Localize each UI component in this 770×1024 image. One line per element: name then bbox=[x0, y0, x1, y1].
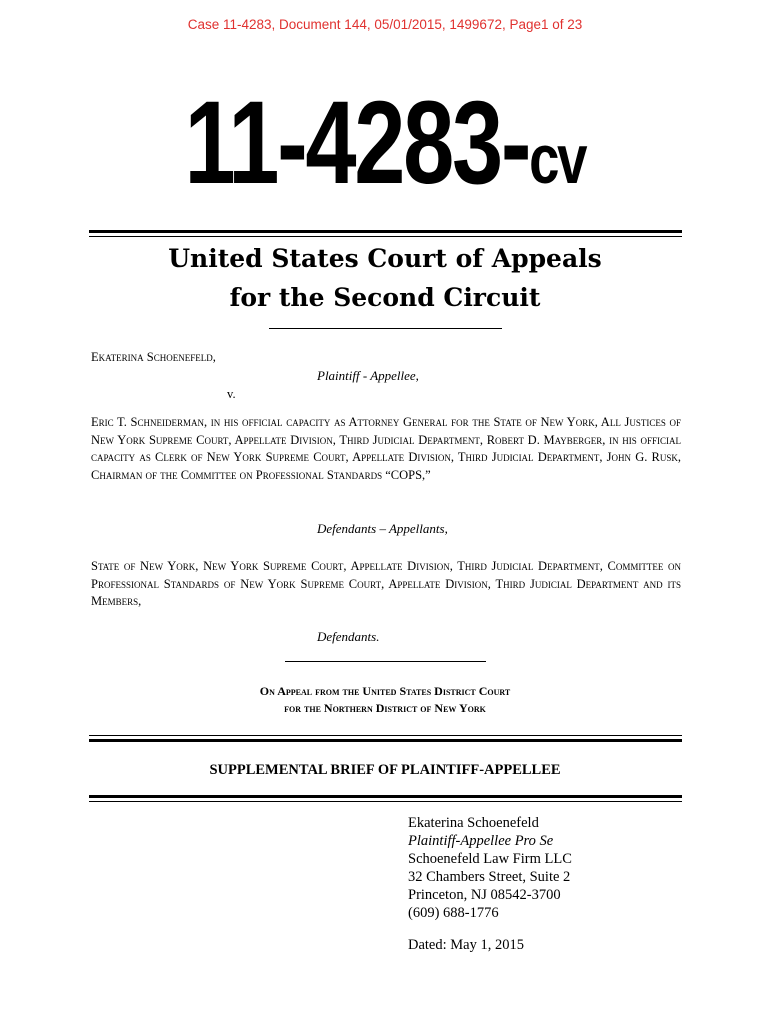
brief-title: SUPPLEMENTAL BRIEF OF PLAINTIFF-APPELLEE bbox=[209, 762, 561, 778]
dated-line: Dated: May 1, 2015 bbox=[408, 937, 524, 953]
defendants-appellants-role: Defendants – Appellants, bbox=[317, 521, 448, 536]
versus: v. bbox=[227, 387, 236, 401]
appeal-line2: for the Northern District of New York bbox=[284, 701, 486, 715]
top-rule-thick bbox=[89, 230, 682, 233]
plaintiff-name: Ekaterina Schoenefeld, bbox=[91, 350, 216, 364]
plaintiff-role: Plaintiff - Appellee, bbox=[317, 368, 419, 383]
court-name-line1: United States Court of Appeals bbox=[168, 244, 602, 273]
counsel-name: Ekaterina Schoenefeld bbox=[408, 815, 539, 831]
brief-rule-top-thin bbox=[89, 735, 682, 736]
docket-header: Case 11-4283, Document 144, 05/01/2015, 1499672, Page1 of 23 bbox=[187, 17, 583, 32]
defendants-appellants-list: Eric T. Schneiderman, in his official capacity as Attorney General for the State of New York, All Justices of New York Supreme Court, Appellate Division, Third Judicial Department, Robert D. Mayberger, in his official capacity as Clerk of New York Supreme Court, Appellate Division, Third Judicial Department, John G. Rusk, Chairman of the Committee on Professional Standards “COPS,” bbox=[91, 415, 681, 482]
counsel-address-line2: Princeton, NJ 08542-3700 bbox=[408, 887, 561, 903]
parties-underline bbox=[285, 661, 486, 662]
appeal-line1: On Appeal from the United States District Court bbox=[259, 684, 511, 698]
counsel-firm: Schoenefeld Law Firm LLC bbox=[408, 851, 572, 867]
counsel-phone: (609) 688-1776 bbox=[408, 905, 499, 921]
defendants-list: State of New York, New York Supreme Court, Appellate Division, Third Judicial Department, Committee on Professional Standards of New York Supreme Court, Appellate Division, Third Judicial Department and its Members, bbox=[91, 559, 681, 608]
case-number bbox=[0, 77, 770, 209]
court-name-line2: for the Second Circuit bbox=[229, 283, 541, 312]
case-number-suffix: cv bbox=[529, 120, 586, 198]
defendants-role: Defendants. bbox=[317, 629, 380, 644]
counsel-block bbox=[408, 814, 572, 954]
case-number-main: 11-4283- bbox=[184, 77, 530, 209]
brief-rule-bottom-thin bbox=[89, 801, 682, 802]
court-underline bbox=[269, 328, 502, 329]
top-rule-thin bbox=[89, 236, 682, 237]
brief-rule-bottom-thick bbox=[89, 795, 682, 798]
brief-rule-top-thick bbox=[89, 739, 682, 742]
counsel-address-line1: 32 Chambers Street, Suite 2 bbox=[408, 869, 571, 885]
counsel-role: Plaintiff-Appellee Pro Se bbox=[408, 833, 554, 849]
